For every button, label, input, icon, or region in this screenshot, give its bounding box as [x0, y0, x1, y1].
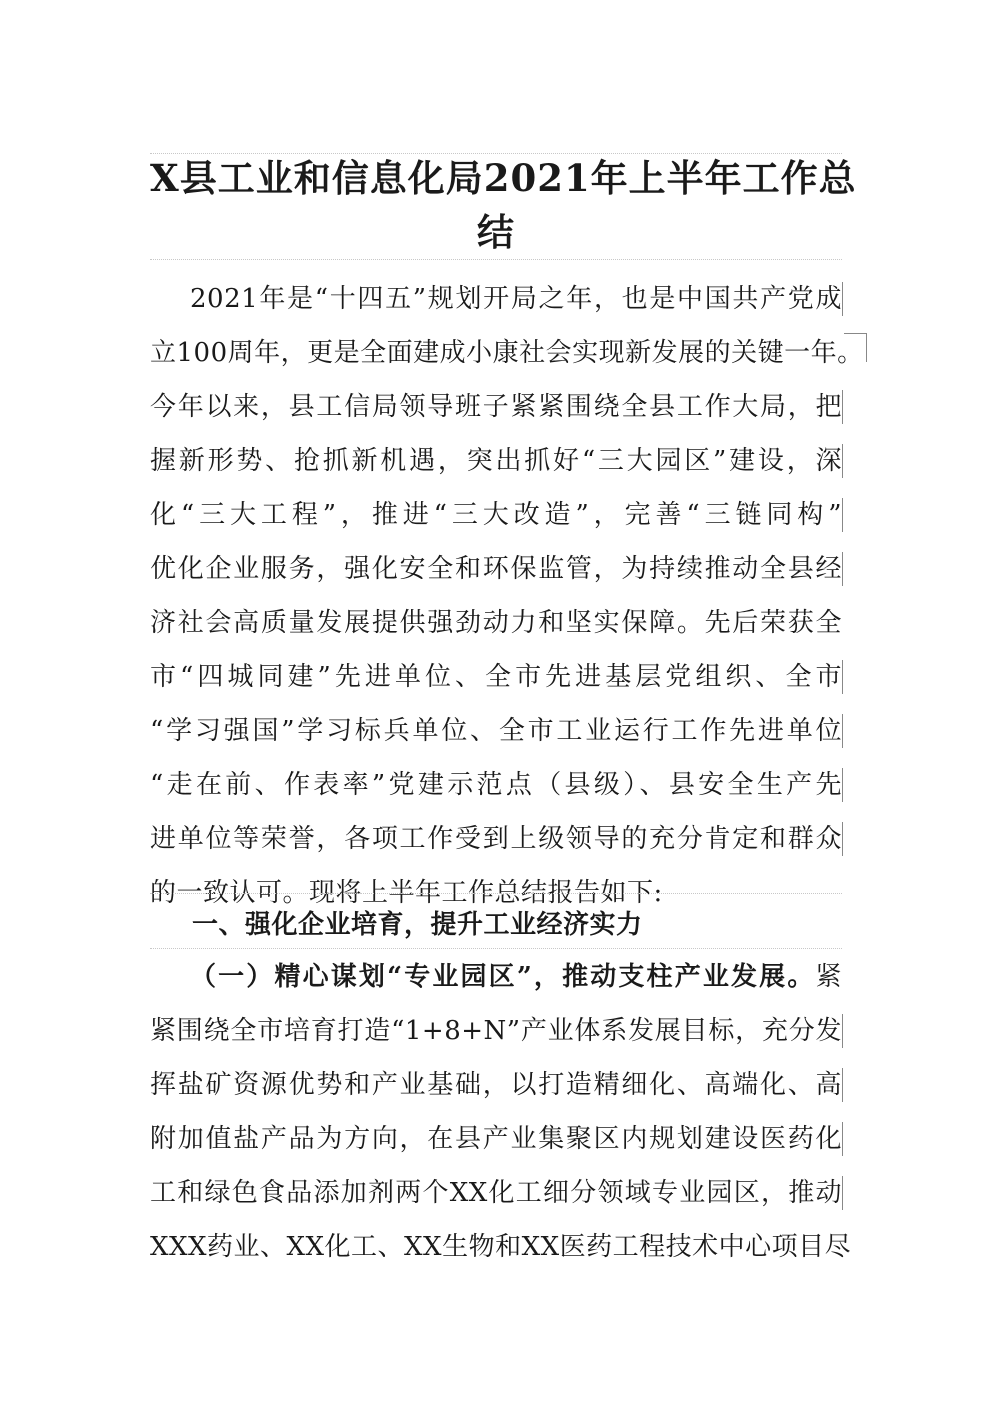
subsection-line: 附加值盐产品为方向，在县产业集聚区内规划建设医药化 — [150, 1124, 842, 1154]
document-title-line-2: 结 — [477, 210, 515, 254]
margin-mark — [842, 444, 843, 478]
intro-line: 2021年是“十四五”规划开局之年，也是中国共产党成 — [190, 284, 842, 314]
intro-line: 今年以来，县工信局领导班子紧紧围绕全县工作大局，把 — [150, 392, 842, 422]
intro-line: 化“三大工程”，推进“三大改造”，完善“三链同构” — [150, 500, 842, 530]
subsection-lead-text: 紧 — [815, 962, 842, 992]
intro-line: 握新形势、抢抓新机遇，突出抓好“三大园区”建设，深 — [150, 446, 842, 476]
margin-mark — [842, 1122, 843, 1156]
margin-mark — [842, 822, 843, 856]
margin-mark — [842, 498, 843, 532]
section-top-rule — [150, 893, 842, 894]
document-title-line-1: X县工业和信息化局2021年上半年工作总 — [150, 156, 857, 200]
intro-line: 济社会高质量发展提供强劲动力和坚实保障。先后荣获全 — [150, 608, 842, 638]
subsection-lead-line — [150, 950, 842, 1004]
intro-line: 优化企业服务，强化安全和环保监管，为持续推动全县经 — [150, 554, 842, 584]
section-heading: 一、强化企业培育，提升工业经济实力 — [192, 910, 643, 940]
margin-corner-mark — [844, 333, 867, 362]
intro-line: “走在前、作表率”党建示范点（县级）、县安全生产先 — [150, 770, 842, 800]
margin-mark — [842, 282, 843, 316]
intro-line: “学习强国”学习标兵单位、全市工业运行工作先进单位 — [150, 716, 842, 746]
subsection-line: 紧围绕全市培育打造“1+8+N”产业体系发展目标，充分发 — [150, 1016, 842, 1046]
margin-mark — [842, 768, 843, 802]
section-bottom-rule — [150, 948, 842, 949]
subsection-line: 工和绿色食品添加剂两个XX化工细分领域专业园区，推动 — [150, 1178, 842, 1208]
margin-mark — [842, 660, 843, 694]
subsection-line: XXX药业、XX化工、XX生物和XX医药工程技术中心项目尽 — [150, 1232, 852, 1262]
margin-mark — [842, 552, 843, 586]
margin-mark — [842, 714, 843, 748]
intro-line: 市“四城同建”先进单位、全市先进基层党组织、全市 — [150, 662, 842, 692]
subsection-heading: （一）精心谋划“专业园区”，推动支柱产业发展。 — [190, 962, 816, 992]
margin-mark — [842, 1176, 843, 1210]
subsection-line: 挥盐矿资源优势和产业基础，以打造精细化、高端化、高 — [150, 1070, 842, 1100]
intro-line: 的一致认可。现将上半年工作总结报告如下: — [150, 878, 663, 908]
intro-line: 进单位等荣誉，各项工作受到上级领导的充分肯定和群众 — [150, 824, 842, 854]
margin-mark — [842, 390, 843, 424]
title-bottom-rule — [150, 259, 842, 260]
margin-mark — [842, 1014, 843, 1048]
intro-line: 立100周年，更是全面建成小康社会实现新发展的关键一年。 — [150, 338, 864, 368]
margin-mark — [842, 1068, 843, 1102]
